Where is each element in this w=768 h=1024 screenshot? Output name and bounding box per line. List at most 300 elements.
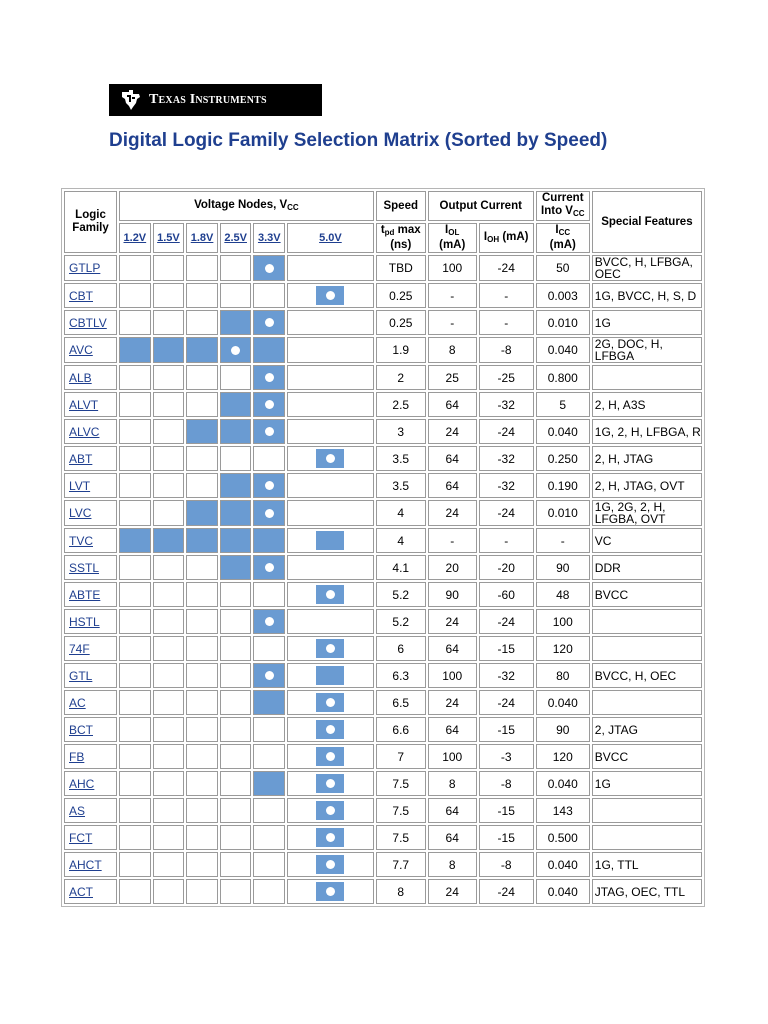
supported-box (221, 338, 251, 362)
table-row (64, 365, 702, 390)
family-link[interactable]: LVC (69, 506, 92, 520)
voltage-cell (287, 365, 374, 390)
ti-state-logo-icon (119, 88, 143, 112)
voltage-cell (153, 473, 185, 498)
special-features-cell (592, 825, 702, 850)
icc-cell: 100 (536, 609, 590, 634)
special-features-cell: 2, H, JTAG (592, 446, 702, 471)
voltage-cell (253, 852, 285, 877)
family-link[interactable]: LVT (69, 478, 91, 493)
iol-cell: 64 (428, 825, 477, 850)
voltage-cell (220, 446, 252, 471)
voltage-cell (119, 255, 151, 281)
family-link-cell[interactable] (64, 419, 117, 444)
voltage-cell (186, 663, 218, 688)
voltage-cell (253, 879, 285, 904)
tpd-cell: 7.5 (376, 771, 426, 796)
optimized-dot-icon (265, 264, 274, 273)
icc-cell: 0.003 (536, 283, 590, 308)
family-link[interactable]: AS (69, 803, 86, 818)
optimized-dot-icon (231, 346, 240, 355)
tpd-cell: 3.5 (376, 446, 426, 471)
family-link[interactable]: AVC (69, 343, 93, 357)
family-link[interactable]: AHCT (69, 857, 102, 872)
iol-cell: 24 (428, 879, 477, 904)
family-link[interactable]: HSTL (69, 614, 100, 629)
header-special-features: Special Features (592, 191, 702, 253)
icc-cell: 90 (536, 717, 590, 742)
icc-cell: 0.040 (536, 852, 590, 877)
voltage-cell (220, 500, 252, 526)
family-link[interactable]: ALVC (69, 424, 100, 439)
table-row (64, 798, 702, 823)
voltage-cell (153, 255, 185, 281)
table-row (64, 879, 702, 904)
voltage-cell (119, 473, 151, 498)
voltage-cell (119, 771, 151, 796)
special-features-cell: 2G, DOC, H, LFBGA (592, 337, 702, 363)
voltage-cell (253, 663, 285, 688)
voltage-cell (220, 636, 252, 661)
voltage-cell (220, 337, 252, 363)
family-link-cell[interactable] (64, 528, 117, 553)
voltage-cell (153, 310, 185, 335)
tpd-cell: TBD (376, 255, 426, 281)
family-link[interactable]: SSTL (69, 560, 100, 575)
voltage-cell (253, 419, 285, 444)
voltage-cell (186, 798, 218, 823)
family-link[interactable]: ABTE (69, 587, 101, 602)
icc-cell: 0.040 (536, 771, 590, 796)
special-features-cell: BVCC (592, 744, 702, 769)
optimized-dot-icon (265, 509, 274, 518)
iol-cell: 90 (428, 582, 477, 607)
iol-cell: 24 (428, 419, 477, 444)
family-link-cell[interactable] (64, 609, 117, 634)
header-voltage-1-5v[interactable]: 1.5V (153, 223, 185, 253)
voltage-cell (287, 337, 374, 363)
voltage-cell (153, 392, 185, 417)
voltage-cell (287, 446, 374, 471)
family-link[interactable]: FCT (69, 830, 93, 845)
table-row (64, 852, 702, 877)
voltage-cell (153, 798, 185, 823)
voltage-cell (253, 744, 285, 769)
voltage-cell (220, 365, 252, 390)
family-link-cell[interactable] (64, 473, 117, 498)
table-row (64, 473, 702, 498)
voltage-cell (119, 852, 151, 877)
special-features-cell: 2, H, A3S (592, 392, 702, 417)
icc-cell: 5 (536, 392, 590, 417)
ioh-cell: -24 (479, 255, 534, 281)
special-features-cell (592, 365, 702, 390)
family-link-cell[interactable] (64, 310, 117, 335)
optimized-dot-icon (326, 291, 335, 300)
voltage-cell (287, 500, 374, 526)
special-features-cell: 1G, TTL (592, 852, 702, 877)
optimized-dot-icon (326, 590, 335, 599)
voltage-cell (186, 582, 218, 607)
special-features-cell: 2, H, JTAG, OVT (592, 473, 702, 498)
ioh-cell: -24 (479, 419, 534, 444)
family-link[interactable]: ALB (69, 370, 92, 385)
voltage-cell (253, 636, 285, 661)
ioh-cell: -3 (479, 744, 534, 769)
optimized-dot-icon (265, 617, 274, 626)
tpd-cell: 4 (376, 528, 426, 553)
optimized-dot-icon (326, 887, 335, 896)
family-link[interactable]: ACT (69, 884, 93, 899)
table-row (64, 744, 702, 769)
optimized-dot-icon (326, 833, 335, 842)
family-link-cell[interactable] (64, 744, 117, 769)
ioh-cell: -32 (479, 392, 534, 417)
voltage-cell (186, 690, 218, 715)
voltage-cell (153, 365, 185, 390)
special-features-cell (592, 636, 702, 661)
voltage-cell (119, 310, 151, 335)
voltage-cell (253, 310, 285, 335)
iol-cell: 8 (428, 337, 477, 363)
table-row (64, 555, 702, 580)
special-features-cell: 2, JTAG (592, 717, 702, 742)
optimized-dot-icon (265, 318, 274, 327)
table-row (64, 771, 702, 796)
voltage-cell (287, 528, 374, 553)
family-link[interactable]: AC (69, 695, 86, 710)
voltage-cell (287, 283, 374, 308)
ioh-cell: -8 (479, 337, 534, 363)
voltage-cell (186, 310, 218, 335)
voltage-cell (153, 744, 185, 769)
tpd-cell: 1.9 (376, 337, 426, 363)
family-link[interactable]: GTLP (69, 261, 101, 275)
supported-box (316, 449, 344, 468)
family-link-cell[interactable] (64, 255, 117, 281)
voltage-cell (119, 528, 151, 553)
voltage-cell (186, 500, 218, 526)
ioh-cell: -25 (479, 365, 534, 390)
iol-cell: 100 (428, 663, 477, 688)
iol-cell: 64 (428, 446, 477, 471)
tpd-cell: 8 (376, 879, 426, 904)
family-link[interactable]: BCT (69, 722, 93, 737)
ioh-cell: -15 (479, 636, 534, 661)
voltage-cell (186, 365, 218, 390)
ioh-cell: -15 (479, 798, 534, 823)
voltage-cell (119, 500, 151, 526)
family-link[interactable]: ABT (69, 451, 93, 466)
optimized-dot-icon (265, 400, 274, 409)
family-link-cell[interactable] (64, 283, 117, 308)
voltage-cell (119, 392, 151, 417)
voltage-cell (119, 690, 151, 715)
family-link-cell[interactable] (64, 392, 117, 417)
iol-cell: 64 (428, 392, 477, 417)
iol-cell: 100 (428, 255, 477, 281)
voltage-cell (253, 337, 285, 363)
voltage-cell (186, 717, 218, 742)
family-link-cell[interactable] (64, 825, 117, 850)
voltage-cell (119, 365, 151, 390)
voltage-cell (153, 771, 185, 796)
supported-box (254, 556, 284, 579)
iol-cell: - (428, 283, 477, 308)
table-row (64, 419, 702, 444)
ioh-cell: -32 (479, 446, 534, 471)
table-row (64, 500, 702, 526)
voltage-cell (220, 852, 252, 877)
iol-cell: 100 (428, 744, 477, 769)
iol-cell: 24 (428, 690, 477, 715)
table-row (64, 690, 702, 715)
family-link-cell[interactable] (64, 771, 117, 796)
special-features-cell (592, 798, 702, 823)
family-link[interactable]: GTL (69, 668, 93, 683)
optimized-dot-icon (326, 779, 335, 788)
iol-cell: 8 (428, 852, 477, 877)
iol-cell: 8 (428, 771, 477, 796)
family-link[interactable]: CBTLV (69, 315, 107, 330)
voltage-cell (220, 473, 252, 498)
voltage-cell (253, 255, 285, 281)
voltage-cell (186, 283, 218, 308)
table-row (64, 255, 702, 281)
voltage-cell (153, 337, 185, 363)
tpd-cell: 5.2 (376, 609, 426, 634)
special-features-cell (592, 690, 702, 715)
optimized-dot-icon (265, 671, 274, 680)
voltage-cell (287, 609, 374, 634)
tpd-cell: 3.5 (376, 473, 426, 498)
icc-cell: 80 (536, 663, 590, 688)
tpd-cell: 3 (376, 419, 426, 444)
ioh-cell: -24 (479, 879, 534, 904)
voltage-cell (220, 609, 252, 634)
table-row (64, 636, 702, 661)
family-link-cell[interactable] (64, 852, 117, 877)
icc-cell: 120 (536, 744, 590, 769)
voltage-cell (220, 419, 252, 444)
voltage-cell (186, 446, 218, 471)
optimized-dot-icon (326, 860, 335, 869)
supported-box (316, 774, 344, 793)
supported-box (254, 610, 284, 633)
voltage-cell (220, 582, 252, 607)
tpd-cell: 6.6 (376, 717, 426, 742)
tpd-cell: 2 (376, 365, 426, 390)
family-link-cell[interactable] (64, 690, 117, 715)
page-title: Digital Logic Family Selection Matrix (Sorted by Speed) (109, 130, 608, 151)
voltage-cell (153, 582, 185, 607)
voltage-cell (220, 771, 252, 796)
supported-box (254, 474, 284, 497)
icc-cell: 0.010 (536, 310, 590, 335)
voltage-cell (186, 879, 218, 904)
icc-cell: 0.040 (536, 879, 590, 904)
voltage-cell (220, 663, 252, 688)
header-voltage-1-2v[interactable]: 1.2V (119, 223, 151, 253)
voltage-cell (119, 798, 151, 823)
header-current-into-vcc: Current Into $V_{CC}$ (536, 191, 590, 221)
voltage-cell (287, 636, 374, 661)
family-link-cell[interactable] (64, 663, 117, 688)
tpd-cell: 6.3 (376, 663, 426, 688)
ioh-cell: -60 (479, 582, 534, 607)
voltage-cell (253, 473, 285, 498)
voltage-cell (253, 609, 285, 634)
voltage-cell (287, 582, 374, 607)
ioh-cell: -32 (479, 663, 534, 688)
voltage-cell (287, 473, 374, 498)
voltage-cell (253, 528, 285, 553)
family-link-cell[interactable] (64, 717, 117, 742)
special-features-cell: 1G (592, 310, 702, 335)
supported-box (254, 393, 284, 416)
family-link[interactable]: AHC (69, 776, 95, 791)
voltage-cell (220, 879, 252, 904)
header-voltage-5-0v[interactable]: 5.0V (287, 223, 374, 253)
ioh-cell: -20 (479, 555, 534, 580)
family-link-cell[interactable] (64, 636, 117, 661)
header-voltage-2-5v[interactable]: 2.5V (220, 223, 252, 253)
ioh-cell: - (479, 283, 534, 308)
family-link-cell[interactable] (64, 446, 117, 471)
special-features-cell: 1G, 2, H, LFBGA, R (592, 419, 702, 444)
tpd-cell: 4.1 (376, 555, 426, 580)
supported-box (316, 801, 344, 820)
voltage-cell (287, 825, 374, 850)
iol-cell: - (428, 310, 477, 335)
family-link[interactable]: CBT (69, 288, 93, 303)
supported-box (316, 828, 344, 847)
voltage-cell (119, 744, 151, 769)
voltage-cell (153, 690, 185, 715)
family-link[interactable]: FB (69, 749, 85, 764)
table-row (64, 717, 702, 742)
supported-box (316, 286, 344, 305)
tpd-cell: 6.5 (376, 690, 426, 715)
iol-cell: 25 (428, 365, 477, 390)
voltage-cell (153, 717, 185, 742)
tpd-cell: 2.5 (376, 392, 426, 417)
header-voltage-1-8v[interactable]: 1.8V (186, 223, 218, 253)
voltage-cell (220, 555, 252, 580)
family-link-cell[interactable] (64, 555, 117, 580)
family-link-cell[interactable] (64, 365, 117, 390)
voltage-cell (287, 798, 374, 823)
voltage-cell (287, 879, 374, 904)
voltage-cell (253, 365, 285, 390)
supported-box (316, 720, 344, 739)
voltage-cell (220, 825, 252, 850)
ioh-cell: - (479, 528, 534, 553)
iol-cell: 24 (428, 609, 477, 634)
tpd-cell: 6 (376, 636, 426, 661)
tpd-cell: 7 (376, 744, 426, 769)
table-row (64, 528, 702, 553)
voltage-cell (220, 255, 252, 281)
family-link-cell[interactable] (64, 798, 117, 823)
ioh-cell: - (479, 310, 534, 335)
family-link-cell[interactable] (64, 337, 117, 363)
voltage-cell (186, 555, 218, 580)
icc-cell: 0.250 (536, 446, 590, 471)
voltage-cell (153, 663, 185, 688)
family-link[interactable]: TVC (69, 533, 93, 548)
voltage-cell (253, 555, 285, 580)
voltage-cell (287, 419, 374, 444)
voltage-cell (153, 283, 185, 308)
voltage-cell (253, 690, 285, 715)
supported-box (254, 366, 284, 389)
family-link[interactable]: ALVT (69, 397, 99, 412)
supported-box (254, 501, 284, 525)
voltage-cell (287, 310, 374, 335)
family-link-cell[interactable] (64, 879, 117, 904)
supported-box (316, 855, 344, 874)
voltage-cell (119, 419, 151, 444)
ti-logo (109, 84, 322, 116)
voltage-cell (119, 636, 151, 661)
header-output-current: Output Current (428, 191, 534, 221)
voltage-cell (287, 717, 374, 742)
iol-cell: 20 (428, 555, 477, 580)
header-voltage-3-3v[interactable]: 3.3V (253, 223, 285, 253)
supported-box (316, 639, 344, 658)
optimized-dot-icon (265, 427, 274, 436)
icc-cell: 50 (536, 255, 590, 281)
ioh-cell: -8 (479, 771, 534, 796)
iol-cell: 64 (428, 636, 477, 661)
voltage-cell (253, 446, 285, 471)
voltage-cell (153, 555, 185, 580)
voltage-cell (253, 798, 285, 823)
iol-cell: 64 (428, 717, 477, 742)
voltage-cell (186, 609, 218, 634)
voltage-cell (153, 852, 185, 877)
ioh-cell: -32 (479, 473, 534, 498)
voltage-cell (153, 636, 185, 661)
supported-box (316, 585, 344, 604)
special-features-cell: BVCC, H, OEC (592, 663, 702, 688)
voltage-cell (287, 744, 374, 769)
icc-cell: 0.040 (536, 419, 590, 444)
iol-cell: 64 (428, 798, 477, 823)
voltage-cell (186, 528, 218, 553)
voltage-cell (153, 419, 185, 444)
iol-cell: 64 (428, 473, 477, 498)
family-link-cell[interactable] (64, 582, 117, 607)
header-iol: $I_{OL}$ (mA) (428, 223, 477, 253)
family-link-cell[interactable] (64, 500, 117, 526)
voltage-cell (186, 825, 218, 850)
voltage-cell (119, 555, 151, 580)
table-row (64, 446, 702, 471)
optimized-dot-icon (265, 481, 274, 490)
tpd-cell: 5.2 (376, 582, 426, 607)
supported-box (316, 693, 344, 712)
supported-box (316, 747, 344, 766)
header-logic-family: Logic Family (64, 191, 117, 253)
selection-matrix-table (61, 188, 705, 907)
iol-cell: 24 (428, 500, 477, 526)
iol-cell: - (428, 528, 477, 553)
ioh-cell: -24 (479, 690, 534, 715)
family-link[interactable]: 74F (69, 641, 90, 656)
voltage-cell (220, 717, 252, 742)
